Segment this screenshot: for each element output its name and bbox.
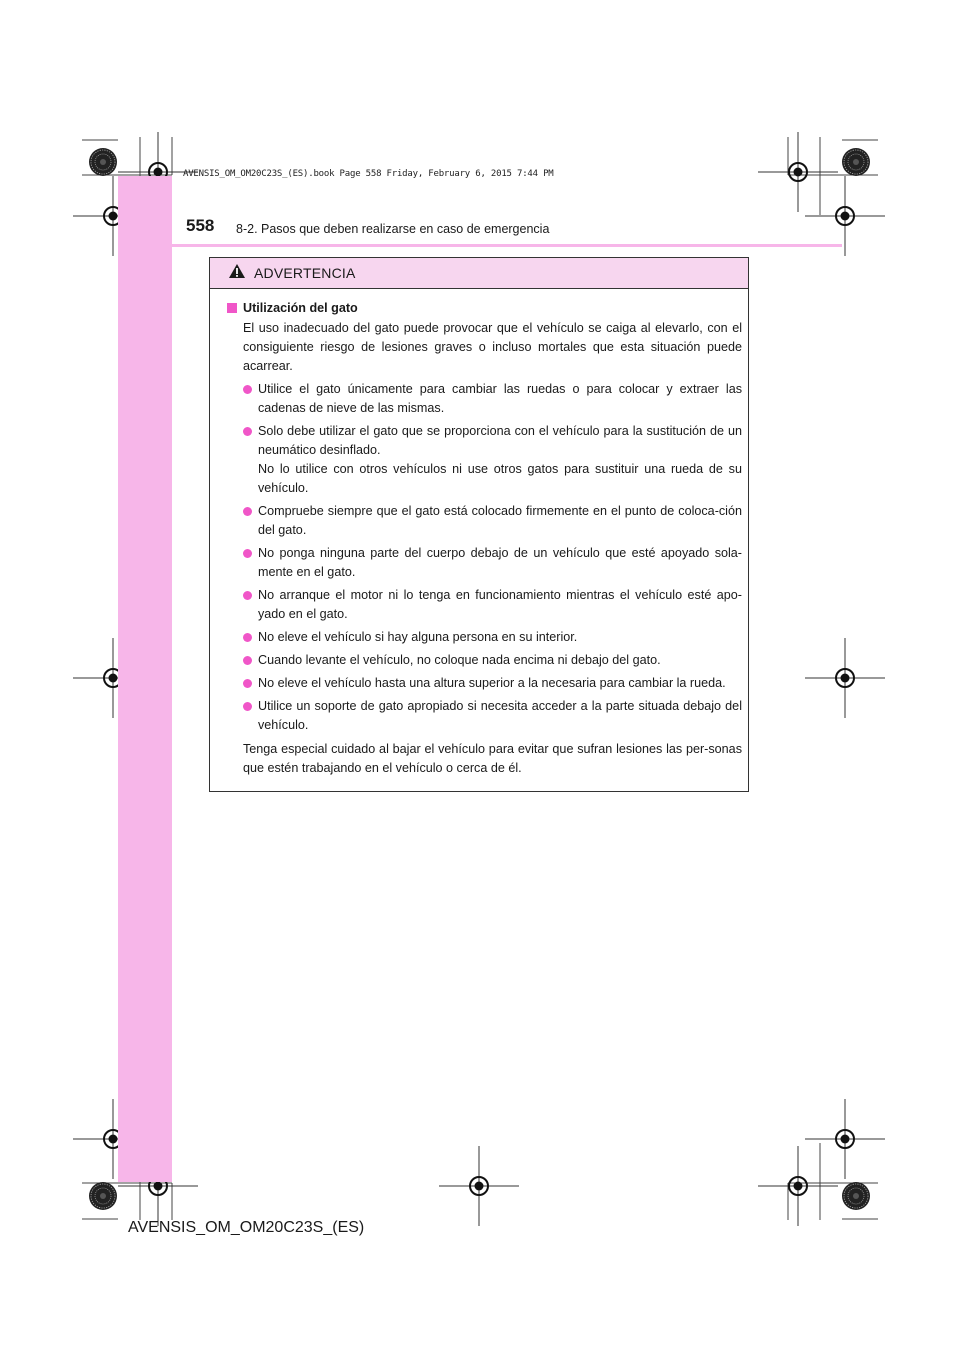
list-item-text: Utilice un soporte de gato apropiado si necesita acceder a la parte situada debajo del vehículo.	[258, 699, 742, 732]
list-item	[227, 674, 742, 693]
circle-bullet-icon	[243, 385, 252, 394]
list-item-text: No arranque el motor ni lo tenga en funcionamiento mientras el vehículo esté apo-yado en el gato.	[258, 588, 742, 621]
warning-heading-text: Utilización del gato	[243, 301, 358, 315]
circle-bullet-icon	[243, 591, 252, 600]
warning-title: ADVERTENCIA	[254, 265, 356, 281]
list-item-text: No ponga ninguna parte del cuerpo debajo de un vehículo que esté apoyado sola-mente en el gato.	[258, 546, 742, 579]
registration-mark-icon	[805, 1099, 885, 1179]
warning-box	[209, 257, 749, 792]
page-number: 558	[186, 216, 215, 235]
list-item-text: Cuando levante el vehículo, no coloque nada encima ni debajo del gato.	[258, 653, 661, 667]
footer-code: AVENSIS_OM_OM20C23S_(ES)	[128, 1219, 365, 1236]
list-item-body	[258, 422, 742, 498]
warning-closing: Tenga especial cuidado al bajar el vehículo para evitar que sufran lesiones las per-sonas que estén trabajando en el vehículo o cerca de él.	[243, 742, 742, 775]
circle-bullet-icon	[243, 507, 252, 516]
circle-bullet-icon	[243, 656, 252, 665]
star-target-icon	[842, 1182, 870, 1210]
registration-mark-icon	[758, 1146, 838, 1226]
list-item	[227, 628, 742, 647]
star-target-icon	[89, 148, 117, 176]
list-item-text: Solo debe utilizar el gato que se proporciona con el vehículo para la sustitución de un neumático desinflado.	[258, 424, 742, 457]
registration-mark-icon	[439, 1146, 519, 1226]
list-item	[227, 502, 742, 540]
warning-heading	[227, 299, 742, 318]
list-item	[227, 422, 742, 498]
registration-mark-icon	[805, 638, 885, 718]
warning-header	[210, 258, 748, 289]
registration-mark-icon	[758, 132, 838, 212]
list-item-text-extra: No lo utilice con otros vehículos ni use otros gatos para sustituir una rueda de su vehículo.	[258, 462, 742, 495]
section-title: 8-2. Pasos que deben realizarse en caso de emergencia	[236, 222, 550, 236]
list-item	[227, 380, 742, 418]
list-item-text: No eleve el vehículo si hay alguna persona en su interior.	[258, 630, 578, 644]
list-item	[227, 544, 742, 582]
header-rule	[118, 244, 842, 247]
circle-bullet-icon	[243, 633, 252, 642]
list-item-text: Compruebe siempre que el gato está colocado firmemente en el punto de coloca-ción del gato.	[258, 504, 742, 537]
book-stamp: AVENSIS_OM_OM20C23S_(ES).book Page 558 Friday, February 6, 2015 7:44 PM	[183, 169, 554, 179]
list-item-text: Utilice el gato únicamente para cambiar las ruedas o para colocar y extraer las cadenas de nieve de las mismas.	[258, 382, 742, 415]
warning-body	[210, 289, 748, 778]
list-item	[227, 697, 742, 735]
circle-bullet-icon	[243, 549, 252, 558]
square-bullet-icon	[227, 303, 237, 313]
side-tab-strip	[118, 176, 172, 1182]
warning-intro: El uso inadecuado del gato puede provocar que el vehículo se caiga al elevarlo, con el consiguiente riesgo de lesiones graves o incluso mortales que esta situación puede acarrear.	[243, 321, 742, 373]
warning-triangle-icon	[228, 263, 246, 284]
star-target-icon	[842, 148, 870, 176]
list-item	[227, 651, 742, 670]
circle-bullet-icon	[243, 679, 252, 688]
list-item-text: No eleve el vehículo hasta una altura superior a la necesaria para cambiar la rueda.	[258, 676, 726, 690]
star-target-icon	[89, 1182, 117, 1210]
circle-bullet-icon	[243, 702, 252, 711]
list-item	[227, 586, 742, 624]
circle-bullet-icon	[243, 427, 252, 436]
